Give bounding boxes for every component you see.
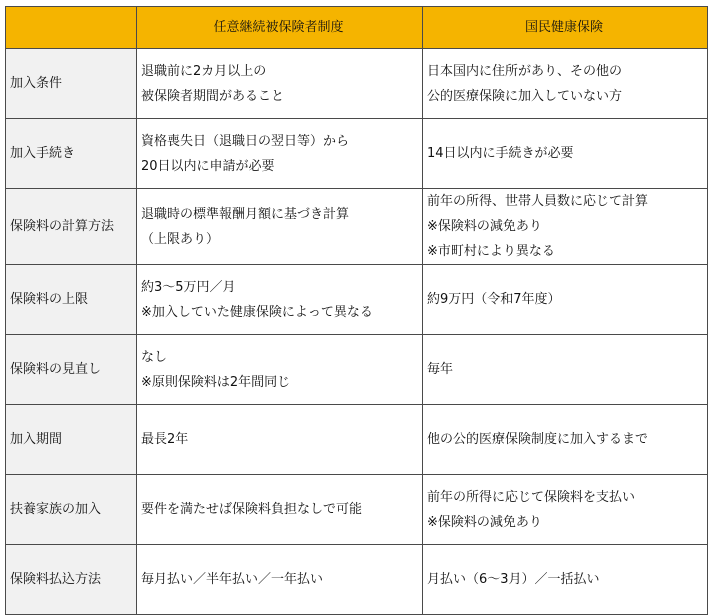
table-body (6, 49, 708, 615)
row-label: 加入期間 (6, 405, 137, 475)
table-row (6, 189, 708, 265)
table-header-row (6, 7, 708, 49)
cell-line: 14日以内に手続きが必要 (427, 146, 574, 161)
row-label: 保険料払込方法 (6, 545, 137, 615)
row-label: 扶養家族の加入 (6, 475, 137, 545)
table-row (6, 119, 708, 189)
cell-nini-keizoku (137, 189, 423, 265)
cell-line: 日本国内に住所があり、その他の (427, 63, 623, 79)
comparison-table (5, 6, 708, 615)
cell-kokumin-kenko-hoken (423, 49, 708, 119)
cell-kokumin-kenko-hoken (423, 265, 708, 335)
table-row (6, 265, 708, 335)
cell-nini-keizoku (137, 545, 423, 615)
cell-nini-keizoku (137, 335, 423, 405)
cell-nini-keizoku (137, 49, 423, 119)
cell-line: 約9万円（令和7年度） (427, 292, 561, 307)
cell-kokumin-kenko-hoken (423, 405, 708, 475)
table-row (6, 335, 708, 405)
cell-line: 毎年 (427, 362, 454, 377)
table-row (6, 545, 708, 615)
cell-line: 毎月払い／半年払い／一年払い (141, 572, 324, 587)
cell-kokumin-kenko-hoken (423, 119, 708, 189)
table-row (6, 405, 708, 475)
cell-line: 公的医療保険に加入していない方 (427, 88, 623, 104)
row-label: 保険料の見直し (6, 335, 137, 405)
cell-line: なし (141, 349, 168, 365)
cell-line: ※原則保険料は2年間同じ (141, 374, 291, 390)
cell-line: 資格喪失日（退職日の翌日等）から (141, 133, 350, 149)
row-label: 加入条件 (6, 49, 137, 119)
table-row (6, 475, 708, 545)
cell-line: 被保険者期間があること (141, 88, 285, 104)
cell-line: 前年の所得、世帯人員数に応じて計算 (427, 194, 649, 209)
cell-kokumin-kenko-hoken (423, 189, 708, 265)
header-nini-keizoku: 任意継続被保険者制度 (137, 7, 423, 49)
cell-line: 約3～5万円／月 (141, 279, 236, 295)
cell-line: 退職前に2カ月以上の (141, 63, 267, 79)
row-label: 加入手続き (6, 119, 137, 189)
cell-line: 20日以内に申請が必要 (141, 158, 275, 174)
cell-line: 前年の所得に応じて保険料を支払い (427, 489, 636, 505)
cell-kokumin-kenko-hoken (423, 335, 708, 405)
cell-line: 月払い（6～3月）／一括払い (427, 572, 600, 587)
cell-nini-keizoku (137, 405, 423, 475)
cell-line: ※加入していた健康保険によって異なる (141, 304, 373, 320)
cell-nini-keizoku (137, 119, 423, 189)
cell-line: ※保険料の減免あり (427, 219, 542, 234)
table-row (6, 49, 708, 119)
cell-line: ※保険料の減免あり (427, 514, 542, 530)
header-kokumin-kenko-hoken: 国民健康保険 (423, 7, 708, 49)
cell-kokumin-kenko-hoken (423, 475, 708, 545)
cell-line: 退職時の標準報酬月額に基づき計算 (141, 206, 350, 222)
row-label: 保険料の計算方法 (6, 189, 137, 265)
cell-nini-keizoku (137, 475, 423, 545)
cell-nini-keizoku (137, 265, 423, 335)
cell-kokumin-kenko-hoken (423, 545, 708, 615)
cell-line: ※市町村により異なる (427, 244, 555, 259)
cell-line: 他の公的医療保険制度に加入するまで (427, 432, 649, 447)
header-corner-cell (6, 7, 137, 49)
cell-line: （上限あり） (141, 231, 220, 247)
cell-line: 最長2年 (141, 432, 189, 447)
cell-line: 要件を満たせば保険料負担なしで可能 (141, 502, 363, 517)
row-label: 保険料の上限 (6, 265, 137, 335)
